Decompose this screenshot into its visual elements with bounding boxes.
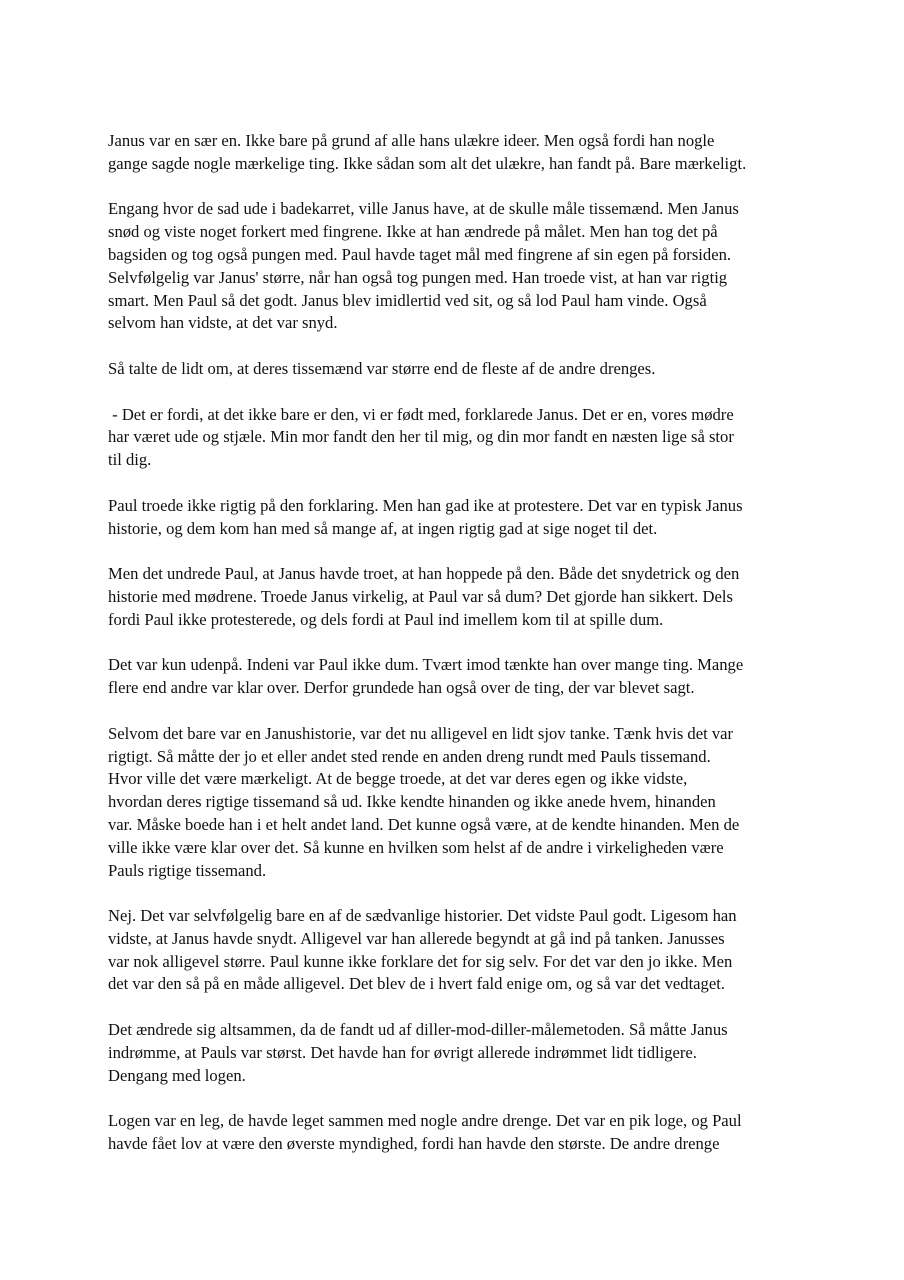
text-line: selvom han vidste, at det var snyd. <box>108 313 338 333</box>
text-line: gange sagde nogle mærkelige ting. Ikke sådan som alt det ulækre, han fandt på. Bare mærkeligt. <box>108 153 747 173</box>
text-line: indrømme, at Pauls var størst. Det havde han for øvrigt allerede indrømmet lidt tidligere. <box>108 1042 697 1062</box>
text-line: var nok alligevel større. Paul kunne ikke forklare det for sig selv. For det var den jo ikke. Men <box>108 951 733 971</box>
text-line: hvordan deres rigtige tissemand så ud. Ikke kendte hinanden og ikke anede hvem, hinanden <box>108 792 716 812</box>
text-line: Selvom det bare var en Janushistorie, var det nu alligevel en lidt sjov tanke. Tænk hvis det var <box>108 723 734 743</box>
paragraph <box>108 1019 808 1087</box>
text-line: Hvor ville det være mærkeligt. At de begge troede, at det var deres egen og ikke vidste, <box>108 769 688 789</box>
text-line: rigtigt. Så måtte der jo et eller andet sted rende en anden dreng rundt med Pauls tissemand. <box>108 746 711 766</box>
paragraph <box>108 495 808 541</box>
text-line: Dengang med logen. <box>108 1065 246 1085</box>
paragraph <box>108 358 808 381</box>
paragraph <box>108 1110 808 1156</box>
text-line: ville ikke være klar over det. Så kunne en hvilken som helst af de andre i virkeligheden være <box>108 837 724 857</box>
paragraph <box>108 654 808 700</box>
text-line: til dig. <box>108 450 152 470</box>
text-line: det var den så på en måde alligevel. Det blev de i hvert fald enige om, og så var det vedtaget. <box>108 974 725 994</box>
text-line: Engang hvor de sad ude i badekarret, ville Janus have, at de skulle måle tissemænd. Men Janus <box>108 199 739 219</box>
paragraph <box>108 198 808 335</box>
text-line: flere end andre var klar over. Derfor grundede han også over de ting, der var blevet sagt. <box>108 678 695 698</box>
text-line: Pauls rigtige tissemand. <box>108 860 267 880</box>
text-line: - Det er fordi, at det ikke bare er den, vi er født med, forklarede Janus. Det er en, vores mødre <box>108 404 734 424</box>
text-line: Paul troede ikke rigtig på den forklaring. Men han gad ike at protestere. Det var en typisk Janus <box>108 495 743 515</box>
paragraph <box>108 130 808 176</box>
text-line: Det ændrede sig altsammen, da de fandt ud af diller-mod-diller-målemetoden. Så måtte Janus <box>108 1020 728 1040</box>
paragraph <box>108 404 808 472</box>
text-line: snød og viste noget forkert med fingrene. Ikke at han ændrede på målet. Men han tog det på <box>108 222 718 242</box>
text-line: har været ude og stjæle. Min mor fandt den her til mig, og din mor fandt en næsten lige så stor <box>108 427 734 447</box>
text-line: havde fået lov at være den øverste myndighed, fordi han havde den største. De andre drenge <box>108 1134 720 1154</box>
text-line: Janus var en sær en. Ikke bare på grund af alle hans ulækre ideer. Men også fordi han nogle <box>108 131 715 150</box>
text-line: historie med mødrene. Troede Janus virkelig, at Paul var så dum? Det gjorde han sikkert. Dels <box>108 586 733 606</box>
text-line: smart. Men Paul så det godt. Janus blev imidlertid ved sit, og så lod Paul ham vinde. Også <box>108 290 707 310</box>
text-line: vidste, at Janus havde snydt. Alligevel var han allerede begyndt at gå ind på tanken. Janusses <box>108 928 725 948</box>
text-line: var. Måske boede han i et helt andet land. Det kunne også være, at de kendte hinanden. Men de <box>108 814 740 834</box>
paragraph <box>108 723 808 883</box>
text-line: historie, og dem kom han med så mange af, at ingen rigtig gad at sige noget til det. <box>108 518 658 538</box>
text-line: Nej. Det var selvfølgelig bare en af de sædvanlige historier. Det vidste Paul godt. Ligesom han <box>108 906 737 926</box>
text-line: Selvfølgelig var Janus' større, når han også tog pungen med. Han troede vist, at han var rigtig <box>108 267 728 287</box>
document-page <box>108 130 808 1179</box>
paragraph <box>108 905 808 996</box>
text-line: Så talte de lidt om, at deres tissemænd var større end de fleste af de andre drenges. <box>108 358 656 378</box>
text-line: bagsiden og tog også pungen med. Paul havde taget mål med fingrene af sin egen på forsiden. <box>108 244 732 264</box>
text-line: fordi Paul ikke protesterede, og dels fordi at Paul ind imellem kom til at spille dum. <box>108 609 664 629</box>
paragraph <box>108 563 808 631</box>
text-line: Logen var en leg, de havde leget sammen med nogle andre drenge. Det var en pik loge, og Paul <box>108 1111 742 1131</box>
text-line: Men det undrede Paul, at Janus havde troet, at han hoppede på den. Både det snydetrick og den <box>108 564 740 584</box>
text-line: Det var kun udenpå. Indeni var Paul ikke dum. Tvært imod tænkte han over mange ting. Mange <box>108 655 744 675</box>
